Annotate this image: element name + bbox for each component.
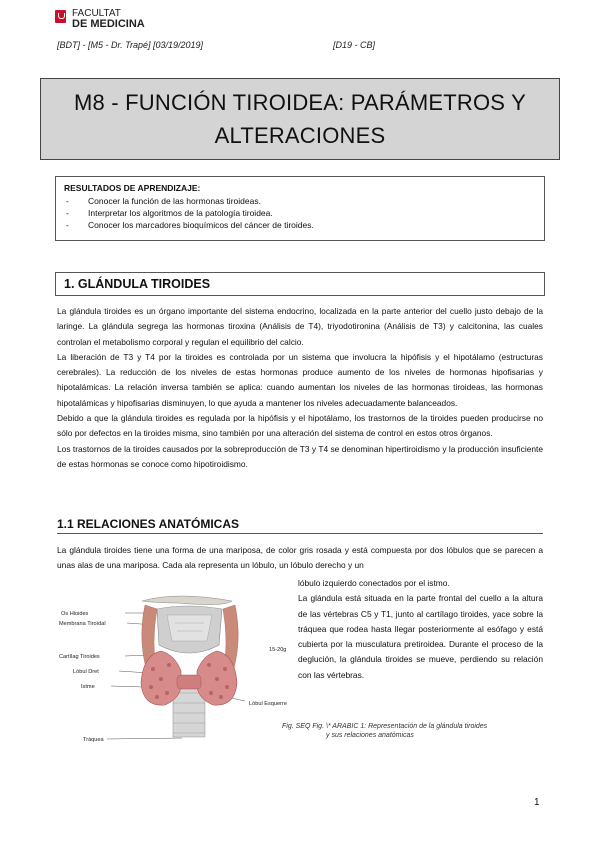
list-item: - Interpretar los algoritmos de la patología tiroidea. xyxy=(64,207,536,219)
title-line1: M8 - FUNCIÓN TIROIDEA: PARÁMETROS Y xyxy=(74,90,526,115)
label-membrana: Membrana Tiroïdal xyxy=(59,621,106,627)
section11-intro: La glándula tiroides tiene una forma de una mariposa, de color gris rosada y está compuesta por dos lóbulos que se parecen a unas alas de una mariposa. Cada ala representa un lóbulo, un lóbulo derecho y un xyxy=(57,545,543,571)
title-line2: ALTERACIONES xyxy=(214,123,386,148)
page-number: 1 xyxy=(534,797,540,808)
label-traquea: Tràquea xyxy=(83,737,104,743)
label-os-hioides: Os Hioides xyxy=(61,611,89,617)
paragraph: lóbulo izquierdo conectados por el istmo. xyxy=(298,578,450,588)
list-item: - Conocer los marcadores bioquímicos del cáncer de tiroides. xyxy=(64,219,536,231)
list-item: - Conocer la función de las hormonas tiroideas. xyxy=(64,195,536,207)
institution-line2: DE MEDICINA xyxy=(72,18,145,30)
paragraph: Los trastornos de la tiroides causados por la sobreproducción de T3 y T4 se denominan hipertiroidismo y la producción insuficiente de estas hormonas se conoce como hipotiroidismo. xyxy=(57,443,543,469)
thyroid-figure xyxy=(57,583,292,743)
label-weight: 15-20g xyxy=(269,647,287,653)
institution-line1: FACULTAT xyxy=(72,8,121,19)
paragraph: La liberación de T3 y T4 por la tiroides es controlada por un sistema que involucra la hipófisis y el hipotálamo (estructuras cerebrales). La reducción de los niveles de estas hormonas produce aumento de los niveles de hormonas hipofisarias y hipotalámicas. La relación inversa también se aplica: cuando aumentan los niveles de las hormonas tiroideas, las hormonas hipotalámicas y hipofisarias disminuyen, lo que ayuda a mantener los niveles adecuadamente balanceados. xyxy=(57,351,543,408)
section11-right-column xyxy=(298,576,543,683)
title-box xyxy=(40,78,560,160)
label-cartilag: Cartílag Tiroides xyxy=(59,654,100,660)
section1-heading: 1. GLÁNDULA TIROIDES xyxy=(55,272,545,296)
faculty-logo xyxy=(55,8,145,30)
label-istme: Istme xyxy=(81,684,95,690)
meta-course-info: [BDT] - [M5 - Dr. Trapé] [03/19/2019] xyxy=(57,40,204,50)
section1-body xyxy=(57,304,543,472)
meta-class-info: [D19 - CB] xyxy=(333,40,376,50)
label-lobul-dret: Lòbul Dret xyxy=(73,669,99,675)
caption-line1: Fig. SEQ Fig. \* ARABIC 1: Representación de la glándula tiroides xyxy=(282,723,488,730)
university-shield-icon xyxy=(55,10,66,23)
paragraph: Debido a que la glándula tiroides es regulada por la hipófisis y el hipotálamo, los trastornos de la tiroides pueden producirse no sólo por defectos en la tiroides misma, sino también por una alteración del sistema de control en estos otros órganos. xyxy=(57,413,543,439)
figure-caption xyxy=(282,722,544,740)
section11-heading: 1.1 RELACIONES ANATÓMICAS xyxy=(57,517,543,534)
learning-outcomes-heading: RESULTADOS DE APRENDIZAJE: xyxy=(64,183,201,193)
learning-outcomes-box xyxy=(55,176,545,241)
caption-line2: y sus relaciones anatómicas xyxy=(326,732,414,739)
paragraph: La glándula está situada en la parte frontal del cuello a la altura de las vértebras C5 y T1, junto al cartílago tiroides, yace sobre la tráquea que rodea hasta llegar posteriormente al esófago y está cubierta por la musculatura pretiroidea. Durante el proceso de la deglución, la glándula tiroides se mueve, perdiendo su relación con las vértebras. xyxy=(298,593,543,680)
page-title xyxy=(74,86,526,152)
label-lobul-esquerre: Lòbul Esquerre xyxy=(249,701,287,707)
paragraph: La glándula tiroides es un órgano importante del sistema endocrino, localizada en la parte anterior del cuello justo debajo de la laringe. La glándula segrega las hormonas tiroxina (Análisis de T4), triyodotironina (Análisis de T3) y calcitonina, las cuales controlan el metabolismo corporal y regulan el equilibrio del calcio. xyxy=(57,306,543,347)
